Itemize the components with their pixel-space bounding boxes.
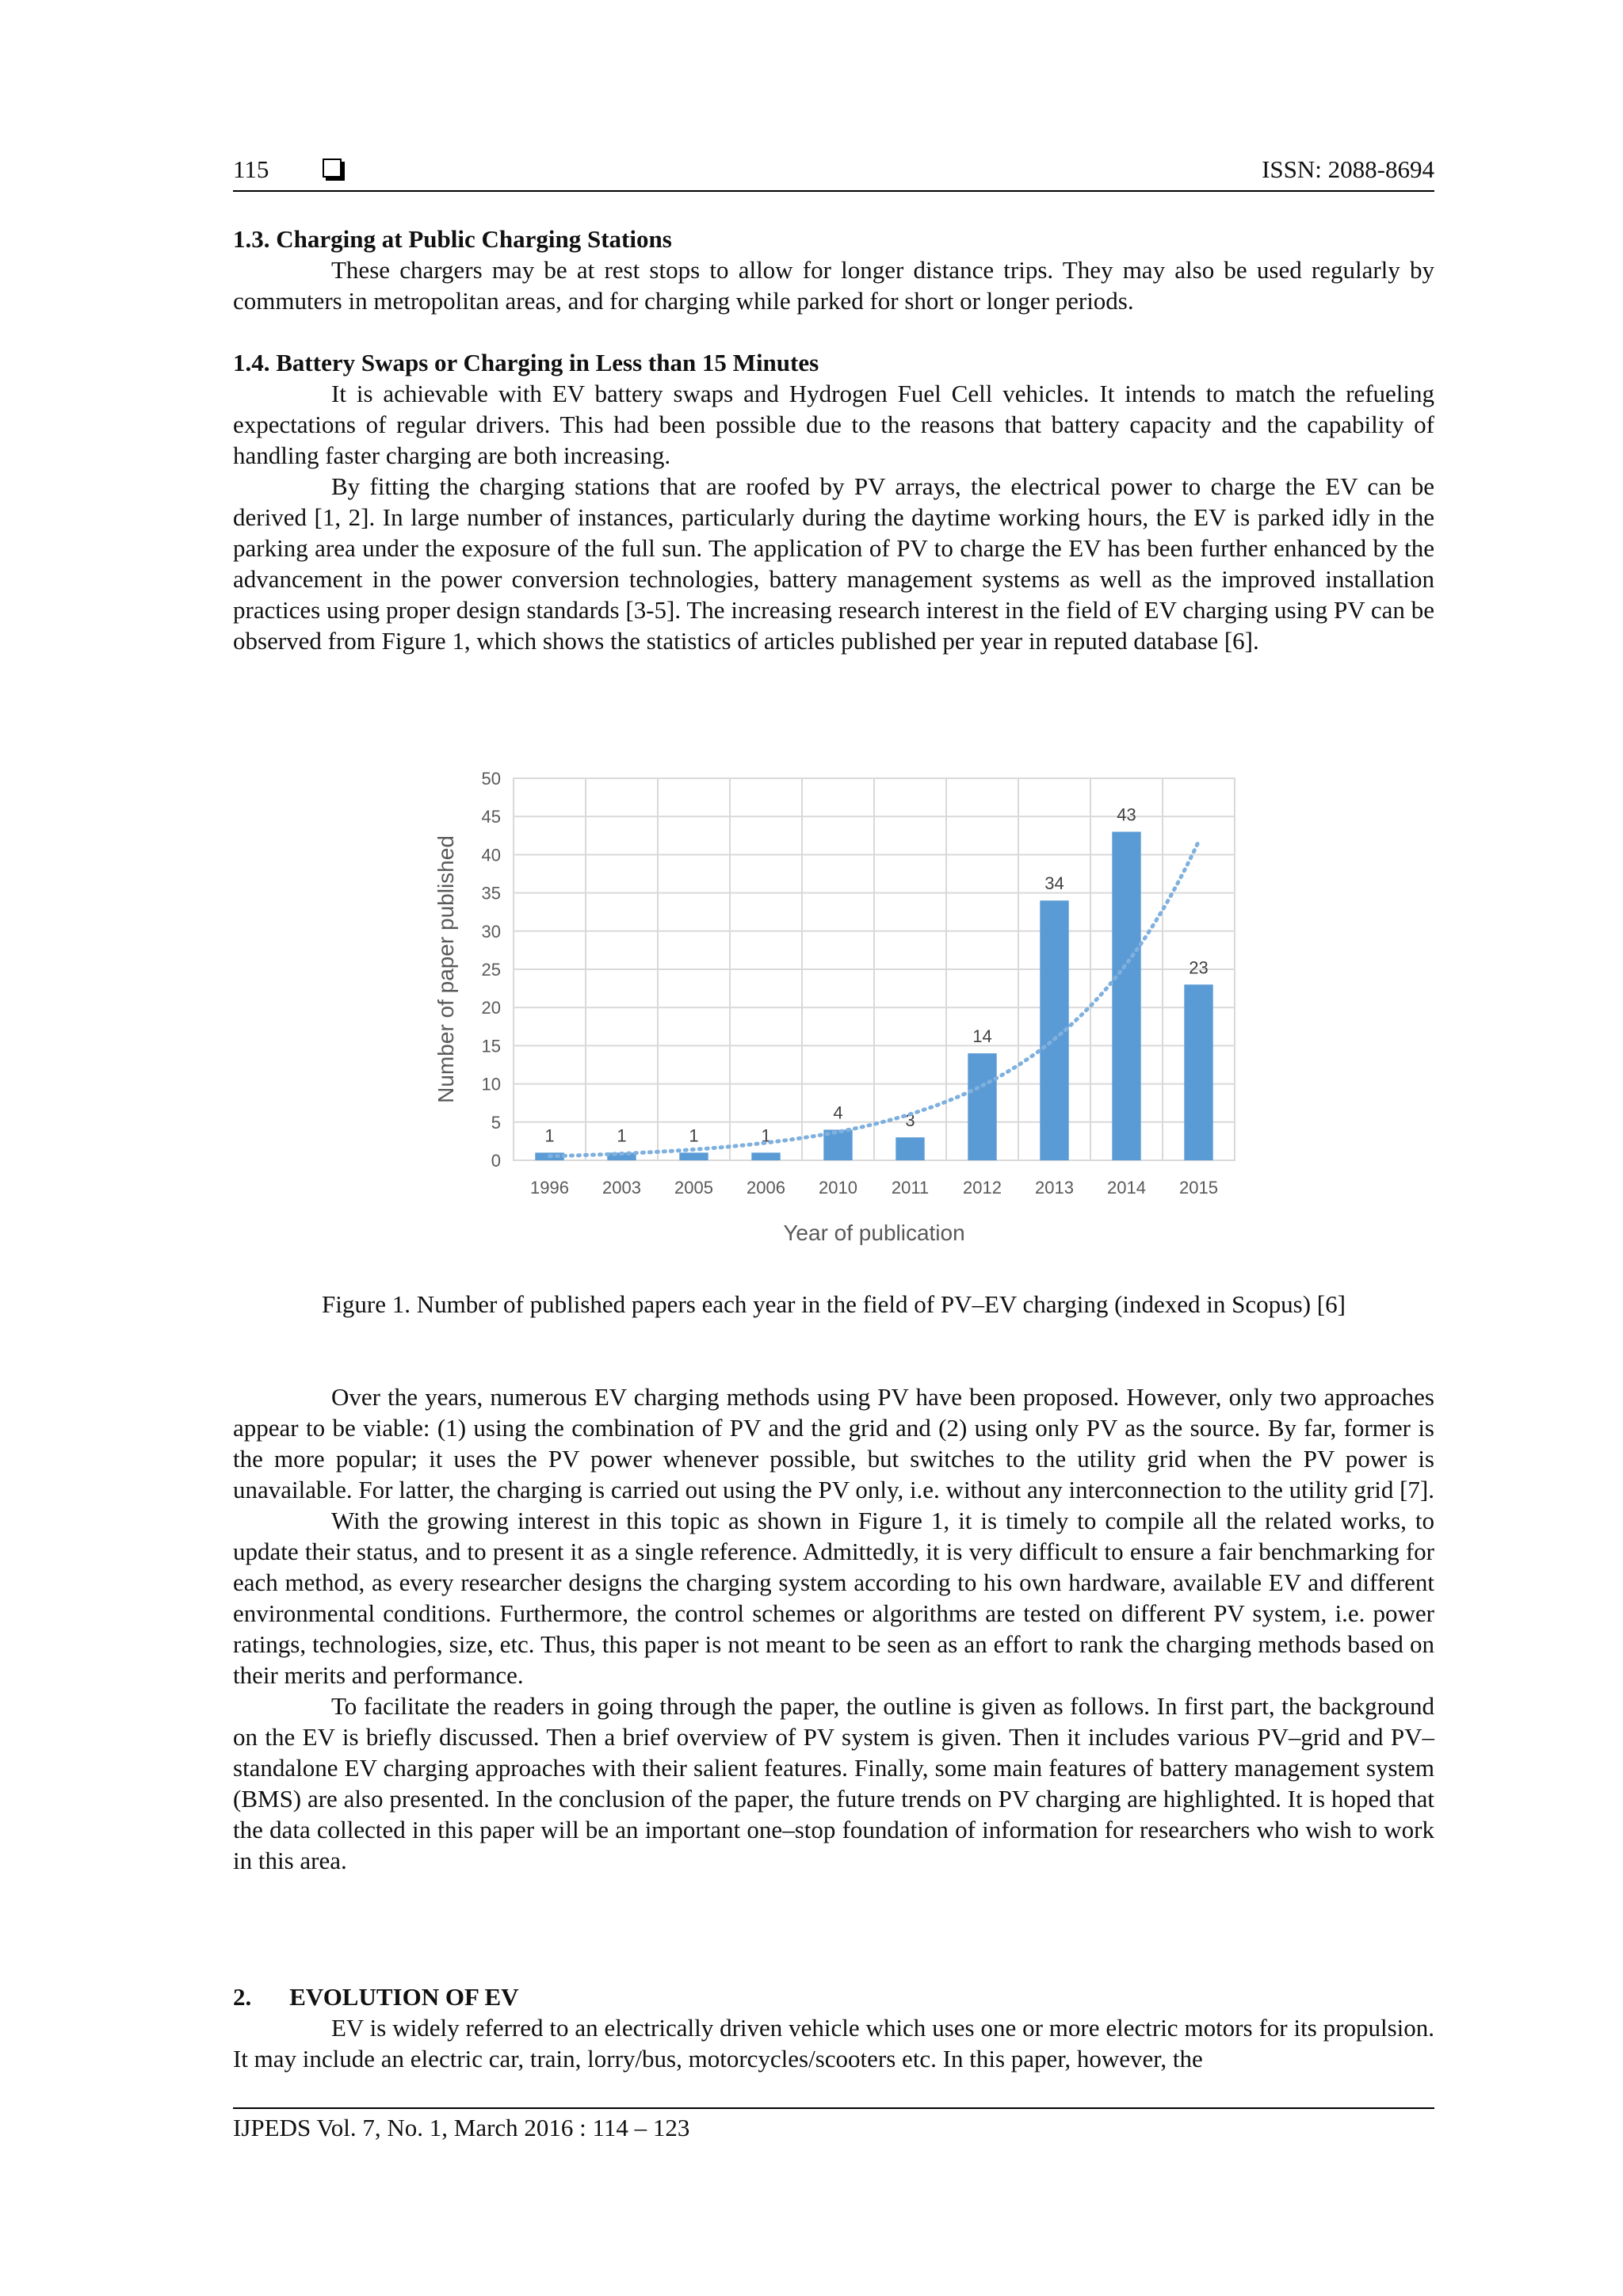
x-tick-label: 2011 [891, 1178, 930, 1198]
y-tick-label: 10 [481, 1074, 501, 1095]
y-tick-label: 40 [481, 845, 501, 865]
section-heading: 1.4. Battery Swaps or Charging in Less than 15 Minutes [233, 349, 819, 376]
issn: ISSN: 2088-8694 [1262, 155, 1434, 183]
data-label: 43 [1117, 804, 1136, 825]
y-tick-label: 50 [481, 769, 501, 789]
x-tick-label: 1996 [530, 1178, 569, 1198]
data-label: 1 [689, 1125, 699, 1146]
paragraph: It is achievable with EV battery swaps and Hydrogen Fuel Cell vehicles. It intends to match the refueling expectations of regular drivers. This had been possible due to the reasons that battery capacity and the capability of handling faster charging are both increasing. [233, 380, 1434, 469]
data-label: 1 [544, 1125, 555, 1146]
checkbox-square-icon [323, 159, 342, 178]
section-2 [233, 1981, 1434, 2074]
page-number: 115 [233, 155, 269, 183]
bar [896, 1137, 924, 1160]
paragraph: EV is widely referred to an electrically driven vehicle which uses one or more electric motors for its propulsion. It may include an electric car, train, lorry/bus, motorcycles/scooters etc. In this paper, however, the [233, 2014, 1434, 2073]
section-1-4 [233, 347, 1434, 656]
figure-caption: Figure 1. Number of published papers each year in the field of PV–EV charging (indexed in Scopus) [6] [322, 1290, 1346, 1318]
x-tick-label: 2005 [674, 1178, 713, 1198]
body-text [233, 1381, 1434, 1876]
y-tick-label: 0 [491, 1151, 501, 1171]
section-number: 2. [233, 1983, 252, 2011]
section-1-3 [233, 223, 1434, 316]
y-axis-title: Number of paper published [433, 835, 458, 1103]
x-tick-label: 2015 [1179, 1178, 1218, 1198]
bar [1184, 984, 1212, 1160]
paragraph: Over the years, numerous EV charging methods using PV have been proposed. However, only two approaches appear to be viable: (1) using the combination of PV and the grid and (2) using only PV as the source. By far, former is the more popular; it uses the PV power whenever possible, but switches to the utility grid when the PV power is unavailable. For latter, the charging is carried out using the PV only, i.e. without any interconnection to the utility grid [7]. [233, 1383, 1434, 1503]
data-label: 1 [617, 1125, 627, 1146]
data-label: 1 [761, 1125, 771, 1146]
paragraph: By fitting the charging stations that are roofed by PV arrays, the electrical power to charge the EV can be derived [1, 2]. In large number of instances, particularly during the daytime working hours, the EV is parked idly in the parking area under the exposure of the full sun. The application of PV to charge the EV has been further enhanced by the advancement in the power conversion technologies, battery management systems as well as the improved installation practices using proper design standards [3-5]. The increasing research interest in the field of EV charging using PV can be observed from Figure 1, which shows the statistics of articles published per year in reputed database [6]. [233, 472, 1434, 655]
y-tick-label: 25 [481, 960, 501, 980]
data-label: 34 [1044, 873, 1064, 894]
bar [968, 1053, 996, 1160]
bar [679, 1152, 708, 1160]
bar [751, 1152, 780, 1160]
section-title: EVOLUTION OF EV [289, 1983, 519, 2011]
paragraph: With the growing interest in this topic as shown in Figure 1, it is timely to compile all the related works, to update their status, and to present it as a single reference. Admittedly, it is very difficult to ensure a fair benchmarking for each method, as every researcher designs the charging system according to his own hardware, available EV and different environmental conditions. Furthermore, the control schemes or algorithms are tested on different PV system, i.e. power ratings, technologies, size, etc. Thus, this paper is not meant to be seen as an effort to rank the charging methods based on their merits and performance. [233, 1507, 1434, 1689]
y-tick-label: 35 [481, 883, 501, 904]
footer-rule [233, 2107, 1434, 2109]
x-tick-label: 2010 [819, 1178, 857, 1198]
paragraph: To facilitate the readers in going through the paper, the outline is given as follows. In first part, the background on the EV is briefly discussed. Then a brief overview of PV system is given. Then it includes various PV–grid and PV–standalone EV charging approaches with their salient features. Finally, some main features of battery management system (BMS) are also presented. In the conclusion of the paper, the future trends on PV charging are highlighted. It is hoped that the data collected in this paper will be an important one–stop foundation of information for researchers who wish to work in this area. [233, 1692, 1434, 1874]
y-tick-label: 20 [481, 998, 501, 1018]
bar-chart [420, 761, 1244, 1248]
x-tick-label: 2003 [602, 1178, 641, 1198]
x-tick-label: 2013 [1035, 1178, 1074, 1198]
y-tick-label: 45 [481, 807, 501, 827]
page-header [233, 152, 1434, 192]
x-axis-title: Year of publication [783, 1221, 965, 1245]
x-tick-label: 2014 [1107, 1178, 1146, 1198]
data-label: 3 [905, 1110, 915, 1131]
x-tick-label: 2006 [747, 1178, 785, 1198]
data-label: 23 [1189, 957, 1209, 978]
data-label: 14 [972, 1026, 992, 1047]
y-tick-label: 5 [491, 1112, 501, 1133]
section-heading [233, 1981, 1434, 2012]
paragraph: These chargers may be at rest stops to allow for longer distance trips. They may also be used regularly by commuters in metropolitan areas, and for charging while parked for short or longer periods. [233, 256, 1434, 315]
data-label: 4 [833, 1102, 843, 1123]
y-tick-label: 30 [481, 921, 501, 942]
x-tick-label: 2012 [963, 1178, 1002, 1198]
section-heading: 1.3. Charging at Public Charging Stations [233, 225, 672, 253]
y-tick-label: 15 [481, 1036, 501, 1056]
bar [1112, 831, 1140, 1160]
figure-1 [420, 761, 1244, 1248]
footer-journal: IJPEDS Vol. 7, No. 1, March 2016 : 114 – 123 [233, 2114, 690, 2141]
